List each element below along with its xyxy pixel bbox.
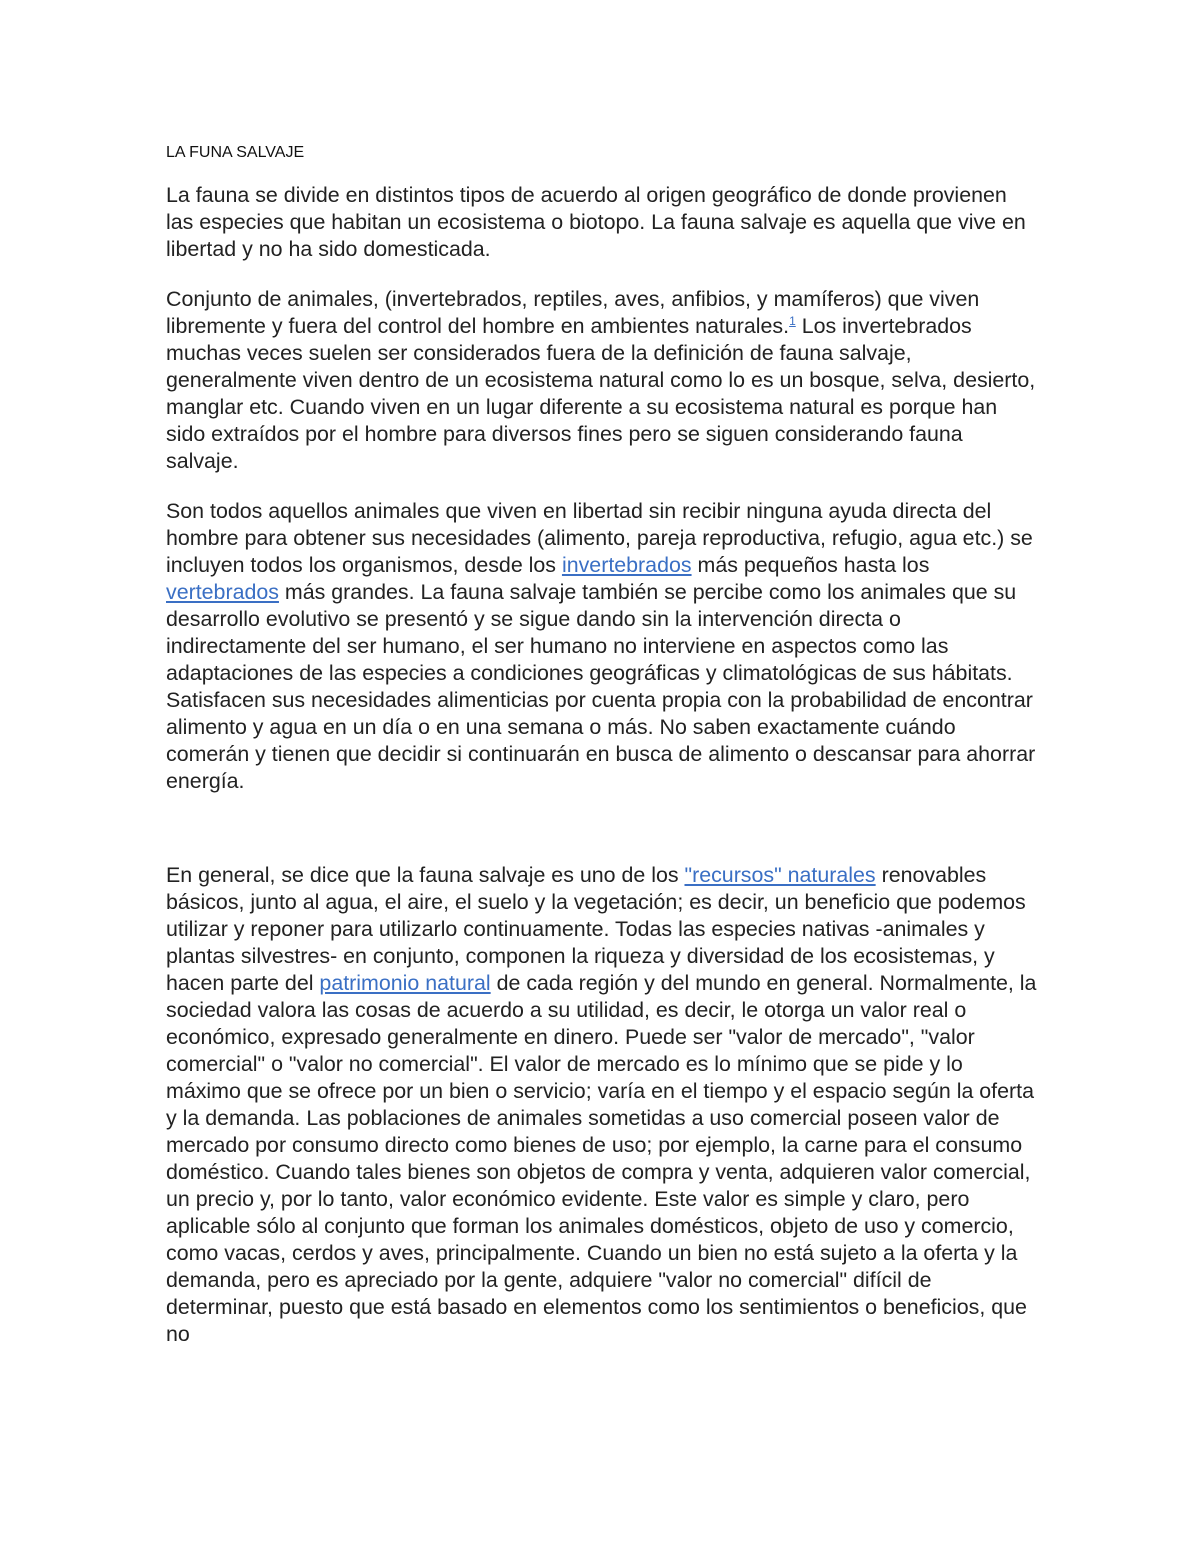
- footnote-link[interactable]: 1: [789, 313, 796, 328]
- paragraph-3-text-b: más pequeños hasta los: [691, 553, 930, 577]
- paragraph-4-text-c: de cada región y del mundo en general. Normalmente, la sociedad valora las cosas de acuerdo a su utilidad, es decir, le otorga un valor real o económico, expresado generalmente en dinero. Puede ser "valor de mercado", "valor comercial" o "valor no comercial". El valor de mercado es lo mínimo que se pide y lo máximo que se ofrece por un bien o servicio; varía en el tiempo y el espacio según la oferta y la demanda. Las poblaciones de animales sometidas a uso comercial poseen valor de mercado por consumo directo como bienes de uso; por ejemplo, la carne para el consumo doméstico. Cuando tales bienes son objetos de compra y venta, adquieren valor comercial, un precio y, por lo tanto, valor económico evidente. Este valor es simple y claro, pero aplicable sólo al conjunto que forman los animales domésticos, objeto de uso y comercio, como vacas, cerdos y aves, principalmente. Cuando un bien no está sujeto a la oferta y la demanda, pero es apreciado por la gente, adquiere "valor no comercial" difícil de determinar, puesto que está basado en elementos como los sentimientos o beneficios, que no: [166, 971, 1037, 1346]
- footnote-ref: [789, 314, 796, 328]
- document-title: LA FUNA SALVAJE: [166, 144, 305, 161]
- link-recursos-naturales[interactable]: "recursos" naturales: [684, 863, 876, 887]
- paragraph-4: [166, 862, 1038, 1348]
- paragraph-3-text-a: Son todos aquellos animales que viven en libertad sin recibir ninguna ayuda directa del hombre para obtener sus necesidades (alimento, pareja reproductiva, refugio, agua etc.) se incluyen todos los organismos, desde los: [166, 499, 1033, 577]
- paragraph-2-text-a: Conjunto de animales, (invertebrados, reptiles, aves, anfibios, y mamíferos) que viven libremente y fuera del control del hombre en ambientes naturales.: [166, 287, 980, 338]
- link-patrimonio-natural[interactable]: patrimonio natural: [319, 971, 491, 995]
- paragraph-4-text-a: En general, se dice que la fauna salvaje es uno de los: [166, 863, 685, 887]
- link-invertebrados[interactable]: invertebrados: [561, 553, 692, 577]
- document-page: [166, 142, 1038, 1371]
- paragraph-2-text-b: Los invertebrados muchas veces suelen ser considerados fuera de la definición de fauna salvaje, generalmente viven dentro de un ecosistema natural como lo es un bosque, selva, desierto, manglar etc. Cuando viven en un lugar diferente a su ecosistema natural es porque han sido extraídos por el hombre para diversos fines pero se siguen considerando fauna salvaje.: [166, 314, 1036, 473]
- paragraph-4-text-b: renovables básicos, junto al agua, el aire, el suelo y la vegetación; es decir, un beneficio que podemos utilizar y reponer para utilizarlo continuamente. Todas las especies nativas -animales y plantas silvestres- en conjunto, componen la riqueza y diversidad de los ecosistemas, y hacen parte del: [166, 863, 1026, 995]
- paragraph-1-text: La fauna se divide en distintos tipos de acuerdo al origen geográfico de donde provienen las especies que habitan un ecosistema o biotopo. La fauna salvaje es aquella que vive en libertad y no ha sido domesticada.: [166, 183, 1026, 261]
- paragraph-1: [166, 182, 1038, 263]
- paragraph-3-text-c: más grandes. La fauna salvaje también se percibe como los animales que su desarrollo evolutivo se presentó y se sigue dando sin la intervención directa o indirectamente del ser humano, el ser humano no interviene en aspectos como las adaptaciones de las especies a condiciones geográficas y climatológicas de sus hábitats. Satisfacen sus necesidades alimenticias por cuenta propia con la probabilidad de encontrar alimento y agua en un día o en una semana o más. No saben exactamente cuándo comerán y tienen que decidir si continuarán en busca de alimento o descansar para ahorrar energía.: [166, 580, 1036, 793]
- paragraph-2: [166, 286, 1038, 475]
- paragraph-3: [166, 498, 1038, 795]
- link-vertebrados[interactable]: vertebrados: [166, 580, 279, 604]
